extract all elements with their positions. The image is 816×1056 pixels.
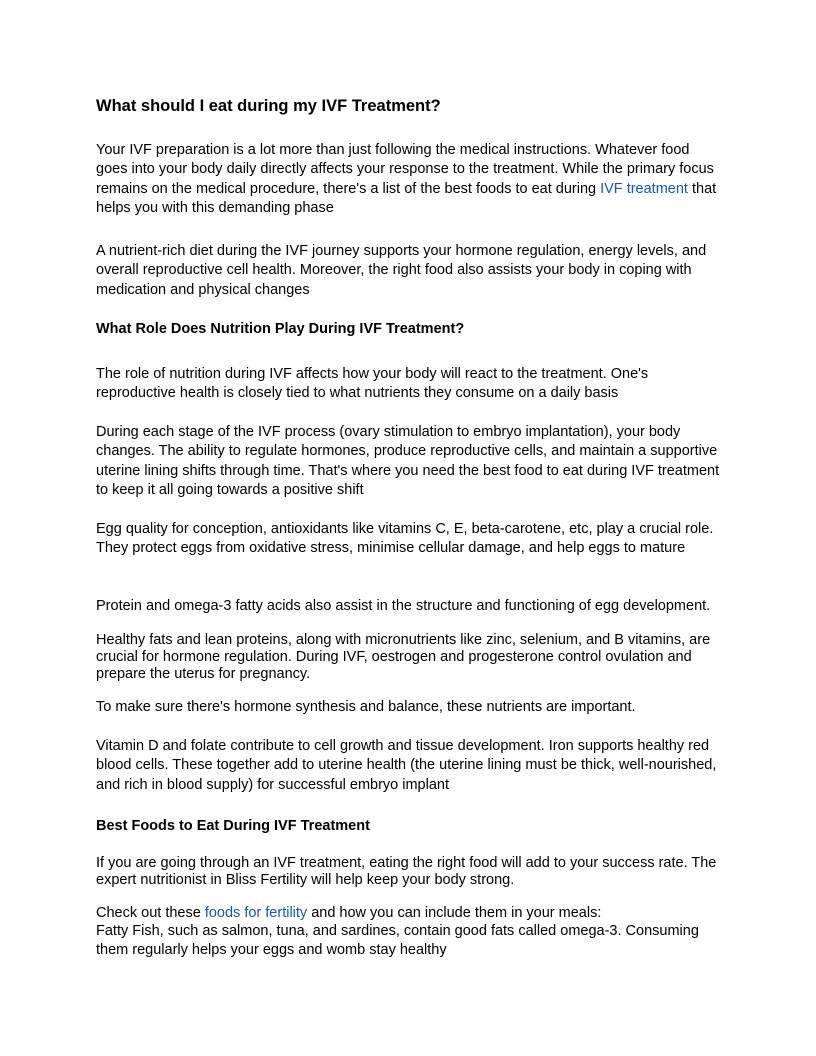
- role-paragraph-5: Healthy fats and lean proteins, along with micronutrients like zinc, selenium, and B vitamins, are crucial for hormone regulation. During IVF, oestrogen and progesterone control ovulation and prepare the uterus for pregnancy.: [96, 632, 711, 682]
- foods-for-fertility-link[interactable]: foods for fertility: [204, 905, 308, 921]
- page-title: What should I eat during my IVF Treatment?: [96, 97, 441, 115]
- section-heading-nutrition-role: What Role Does Nutrition Play During IVF Treatment?: [96, 321, 465, 337]
- section-heading-best-foods: Best Foods to Eat During IVF Treatment: [96, 818, 370, 834]
- role-paragraph-2: During each stage of the IVF process (ovary stimulation to embryo implantation), your body changes. The ability to regulate hormones, produce reproductive cells, and maintain a supportive uterine lining shifts through time. That's where you need the best food to eat during IVF treatment to keep it all going towards a positive shift: [96, 424, 720, 498]
- role-paragraph-6: To make sure there's hormone synthesis and balance, these nutrients are important.: [96, 699, 636, 715]
- intro-paragraph-1: [96, 141, 720, 218]
- intro-text-end: that helps you with this demanding phase: [96, 180, 717, 216]
- best-foods-text-end: and how you can include them in your meals:: [307, 905, 602, 921]
- role-paragraph-7: Vitamin D and folate contribute to cell growth and tissue development. Iron supports healthy red blood cells. These together add to uterine health (the uterine lining must be thick, well-nourished, and rich in blood supply) for successful embryo implant: [96, 738, 717, 793]
- best-foods-text-start: Check out these: [96, 905, 205, 921]
- best-foods-paragraph-3: Fatty Fish, such as salmon, tuna, and sardines, contain good fats called omega-3. Consuming them regularly helps your eggs and womb stay healthy: [96, 923, 699, 959]
- best-foods-paragraph-2: [96, 905, 720, 922]
- intro-text-start: Your IVF preparation is a lot more than just following the medical instructions. Whatever food goes into your body daily directly affects your response to the treatment. While the primary focus remains on the medical procedure, there's a list of the best foods to eat during: [96, 142, 714, 197]
- best-foods-paragraph-1: If you are going through an IVF treatment, eating the right food will add to your success rate. The expert nutritionist in Bliss Fertility will help keep your body strong.: [96, 855, 717, 888]
- intro-paragraph-2: A nutrient-rich diet during the IVF journey supports your hormone regulation, energy levels, and overall reproductive cell health. Moreover, the right food also assists your body in coping with medication and physical changes: [96, 243, 707, 298]
- role-paragraph-4: Protein and omega-3 fatty acids also assist in the structure and functioning of egg development.: [96, 598, 711, 614]
- role-paragraph-3: Egg quality for conception, antioxidants like vitamins C, E, beta-carotene, etc, play a crucial role. They protect eggs from oxidative stress, minimise cellular damage, and help eggs to mature: [96, 521, 714, 557]
- ivf-treatment-link[interactable]: IVF treatment: [600, 180, 688, 197]
- role-paragraph-1: The role of nutrition during IVF affects how your body will react to the treatment. One's reproductive health is closely tied to what nutrients they consume on a daily basis: [96, 366, 649, 402]
